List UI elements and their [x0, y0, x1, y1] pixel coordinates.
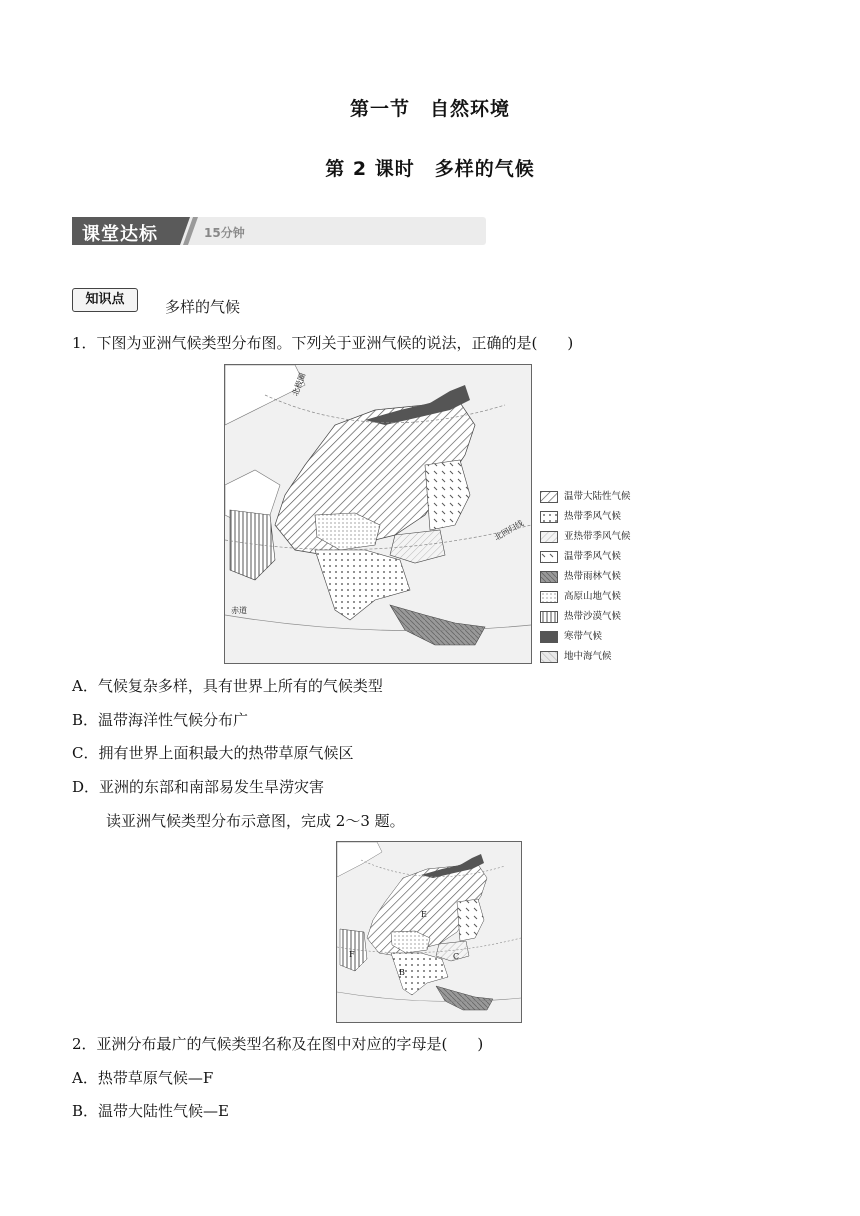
legend-label: 热带季风气候 [564, 511, 622, 522]
legend-label: 地中海气候 [564, 651, 612, 662]
knowledge-topic: 多样的气候 [165, 298, 241, 316]
legend-label: 温带季风气候 [564, 551, 622, 562]
asia-climate-map [224, 364, 532, 664]
asia-climate-map-small [336, 841, 522, 1023]
legend-item [540, 531, 631, 545]
map2-label-c: C [453, 952, 460, 961]
legend-swatch [540, 491, 558, 503]
legend-item [540, 631, 602, 645]
legend-label: 寒带气候 [564, 631, 603, 642]
legend-swatch [540, 551, 558, 563]
arctic-circle-label: 北极圈 [290, 371, 308, 398]
legend-swatch [540, 651, 558, 663]
map2-label-e: E [421, 910, 427, 919]
q1-option-d: D．亚洲的东部和南部易发生旱涝灾害 [72, 778, 325, 796]
q1-option-a: A．气候复杂多样，具有世界上所有的气候类型 [72, 677, 383, 695]
legend-swatch [540, 531, 558, 543]
legend-swatch [540, 591, 558, 603]
legend-swatch [540, 511, 558, 523]
map2-label-b: B [399, 968, 405, 977]
banner-label: 课堂达标 [82, 224, 158, 245]
legend-item [540, 491, 631, 505]
banner-time: 15分钟 [204, 226, 245, 240]
q2-option-b: B．温带大陆性气候—E [72, 1102, 229, 1120]
legend-label: 温带大陆性气候 [564, 491, 631, 502]
legend-item [540, 511, 621, 525]
legend-swatch [540, 571, 558, 583]
equator-label: 赤道 [231, 606, 247, 615]
legend-item [540, 551, 621, 565]
legend-item [540, 611, 621, 625]
legend-item [540, 651, 612, 665]
q2-option-a: A．热带草原气候—F [72, 1069, 214, 1087]
section-title: 第一节 自然环境 [349, 98, 510, 120]
questions-intro: 读亚洲气候类型分布示意图，完成 2～3 题。 [106, 812, 405, 830]
lesson-title: 第 2 课时 多样的气候 [325, 158, 535, 180]
legend-label: 热带雨林气候 [564, 571, 622, 582]
legend-swatch [540, 611, 558, 623]
legend-label: 高原山地气候 [564, 591, 622, 602]
q2-stem: 2．亚洲分布最广的气候类型名称及在图中对应的字母是( ) [72, 1035, 484, 1053]
q1-stem: 1．下图为亚洲气候类型分布图。下列关于亚洲气候的说法，正确的是( ) [72, 334, 574, 352]
q1-option-c: C．拥有世界上面积最大的热带草原气候区 [72, 744, 354, 762]
class-practice-banner [72, 215, 486, 247]
legend-label: 热带沙漠气候 [564, 611, 622, 622]
tropic-cancer-label: 北回归线 [492, 518, 526, 543]
legend-label: 亚热带季风气候 [564, 531, 631, 542]
q1-option-b: B．温带海洋性气候分布广 [72, 711, 249, 729]
map2-label-f: F [349, 950, 355, 959]
legend-swatch [540, 631, 558, 643]
legend-item [540, 591, 621, 605]
knowledge-tag: 知识点 [72, 288, 138, 312]
legend-item [540, 571, 621, 585]
